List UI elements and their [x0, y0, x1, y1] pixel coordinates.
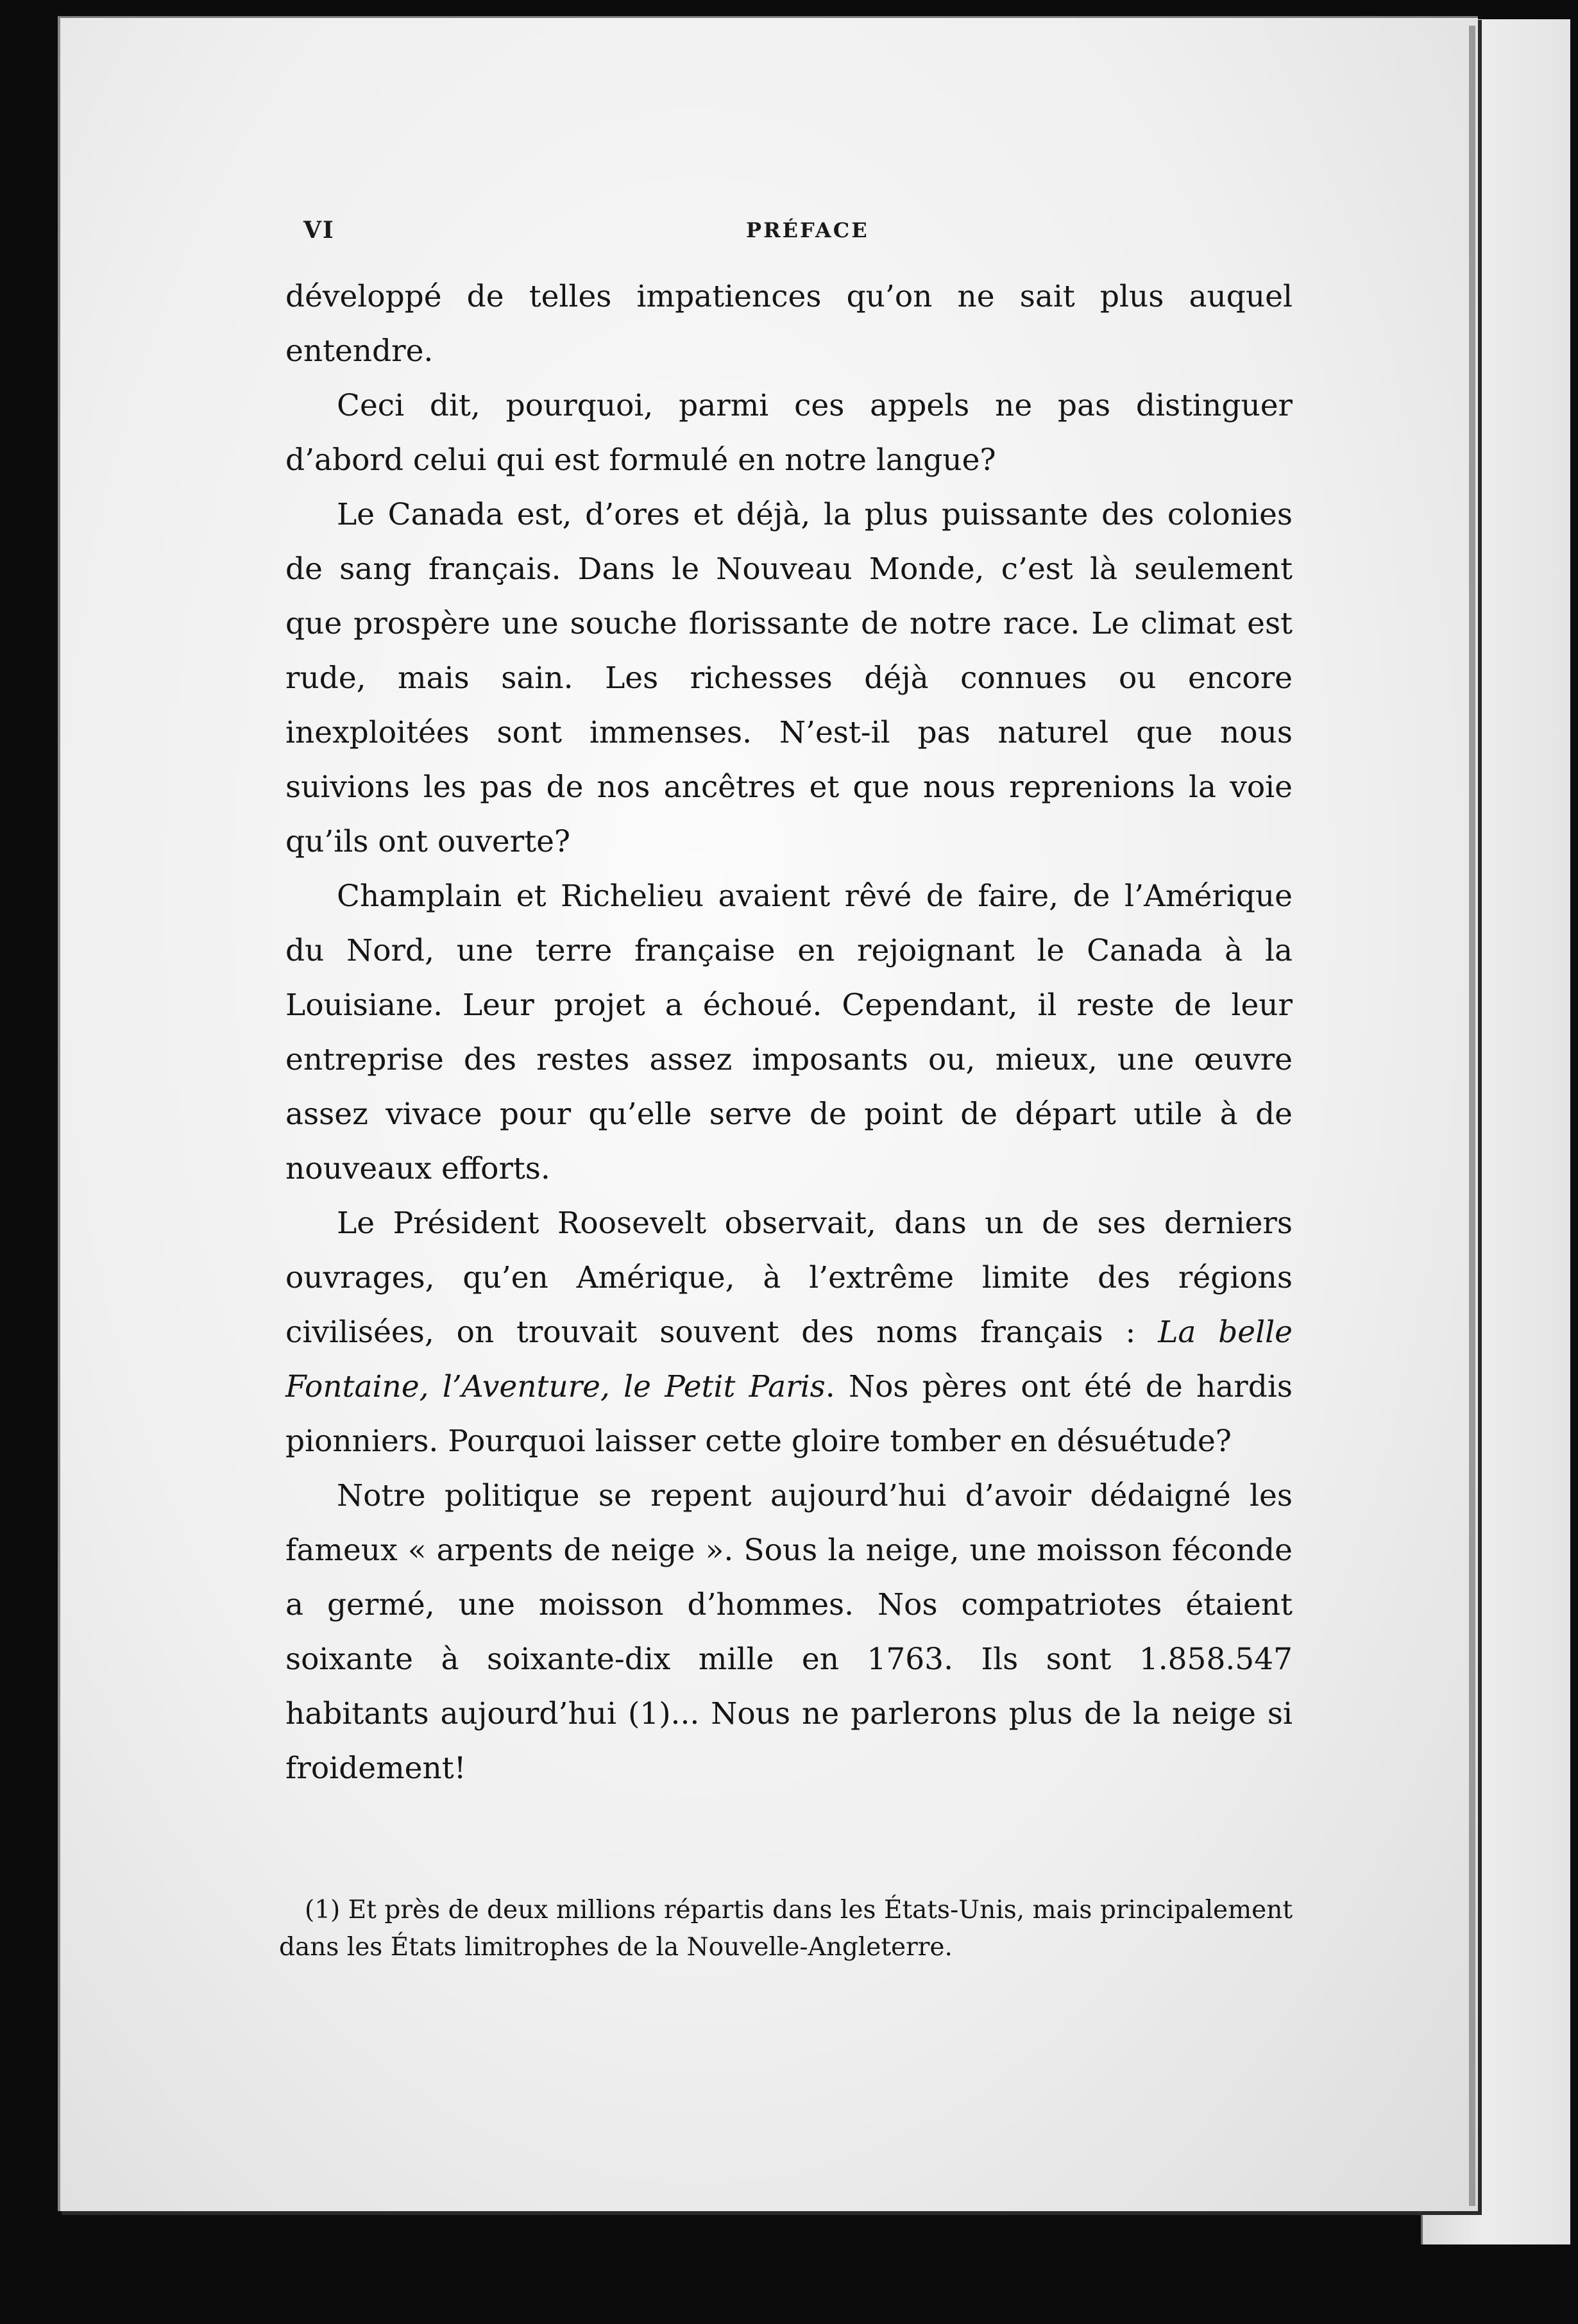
paragraph-text: Notre politique se repent aujourd’hui d’avoir dédaigné les fameux « arpents de neige ». Sous la neige, une moisson féconde a germé, une moisson d’hommes. Nos compatriotes étaient soixante à soixante-dix mille en 1763. Ils sont 1.858.547 habitants aujourd’hui (1)... Nous ne parlerons plus de la neige si froidement!: [285, 1478, 1293, 1786]
footnote-text: (1) Et près de deux millions répartis dans les États-Unis, mais principalement dans les États limitrophes de la Nouvelle-Angleterre.: [279, 1896, 1293, 1962]
page-fold-shadow: [1469, 26, 1475, 2206]
paragraph: [285, 269, 1293, 378]
page-header: [303, 217, 1291, 249]
page-number: VI: [303, 217, 335, 244]
paragraph-text: Le Canada est, d’ores et déjà, la plus puissante des colonies de sang français. Dans le Nouveau Monde, c’est là seulement que prospère une souche florissante de notre race. Le climat est rude, mais sain. Les richesses déjà connues ou encore inexploitées sont immenses. N’est-il pas naturel que nous suivions les pas de nos ancêtres et que nous reprenions la voie qu’ils ont ouverte?: [285, 497, 1293, 859]
paragraph: [285, 487, 1293, 869]
paragraph: [285, 1196, 1293, 1469]
paragraph-text: Le Président Roosevelt observait, dans un de ses derniers ouvrages, qu’en Amérique, à l’extrême limite des régions civilisées, on trouvait souvent des noms français :: [285, 1206, 1293, 1350]
running-head: PRÉFACE: [746, 218, 869, 242]
paragraph-text: Ceci dit, pourquoi, parmi ces appels ne pas distinguer d’abord celui qui est formulé en notre langue?: [285, 388, 1293, 478]
paragraph-text: développé de telles impatiences qu’on ne sait plus auquel entendre.: [285, 279, 1293, 369]
paragraph: [285, 869, 1293, 1196]
footnote: [279, 1892, 1293, 1966]
paragraph: [285, 378, 1293, 487]
paragraph: [285, 1469, 1293, 1796]
italic-text: La belle Fontaine, l’Aventure, le Petit Paris: [285, 1315, 1293, 1404]
body-text: [285, 269, 1293, 1796]
paragraph-text: Champlain et Richelieu avaient rêvé de faire, de l’Amérique du Nord, une terre française en rejoignant le Canada à la Louisiane. Leur projet a échoué. Cependant, il reste de leur entreprise des restes assez imposants ou, mieux, une œuvre assez vivace pour qu’elle serve de point de départ utile à de nouveaux efforts.: [285, 879, 1293, 1186]
paragraph-text: . Nos pères ont été de hardis pionniers. Pourquoi laisser cette gloire tomber en désuétude?: [285, 1369, 1293, 1459]
